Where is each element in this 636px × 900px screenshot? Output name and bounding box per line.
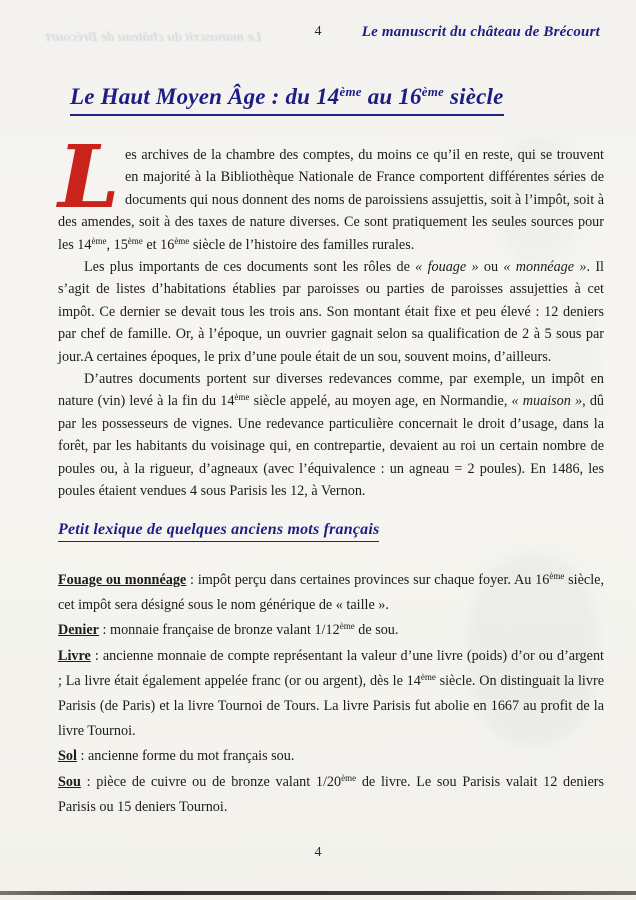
definition-text: monnaie française de bronze valant 1/12: [110, 622, 340, 639]
term-label: Sou: [58, 773, 81, 790]
heading-superscript: ème: [339, 84, 362, 99]
term-label: Livre: [58, 647, 91, 664]
paragraph-text: siècle appelé, au moyen age, en Normandie,: [249, 393, 512, 410]
term-label: Sol: [58, 748, 77, 765]
header-page-number: 4: [314, 24, 322, 39]
italic-term: « muaison »: [511, 393, 583, 410]
term-separator: :: [186, 572, 198, 588]
ordinal-superscript: ème: [174, 235, 190, 246]
bleed-through-text: Le manuscrit du château de Brécourt: [46, 30, 262, 45]
term-label: Denier: [58, 622, 99, 639]
lexicon-title: Petit lexique de quelques anciens mots français: [58, 521, 379, 542]
body-text: [58, 127, 605, 503]
footer-page-number: 4: [314, 845, 322, 860]
header-book-title: Le manuscrit du château de Brécourt: [361, 24, 600, 40]
paragraph-text: et 16: [142, 236, 175, 253]
paragraph-archives: [58, 127, 604, 256]
paragraph-text: D’autres documents portent sur diverses redevances comme, par exemple, un impôt en nature (vin) levé à la fin du 14: [58, 371, 604, 410]
heading-text: Le Haut Moyen Âge : du 14: [70, 84, 340, 109]
ordinal-superscript: ème: [341, 772, 357, 783]
paragraph-text: Les plus importants de ces documents sont les rôles de: [84, 259, 416, 276]
definition-fouage: [58, 568, 604, 618]
term-separator: :: [90, 647, 103, 664]
section-heading: [70, 84, 504, 116]
definition-sou: [58, 770, 604, 820]
dropcap-letter: L: [58, 127, 119, 228]
heading-superscript: ème: [421, 84, 445, 99]
heading-text: au 16: [361, 84, 422, 109]
paragraph-text: , dû par les possesseurs de vignes. Une redevance particulière concernait le droit d’usage, dans la forêt, par les habitants du voisinage qui, en contrepartie, devaient au roi un certain nombre de poules ou, à la rigueur, d’agneaux (avec l’équivalence : un agneau = 2 poules). En 1486, les poules étaient vendues 4 sous Parisis les 12, à Vernon.: [58, 393, 605, 500]
ordinal-superscript: ème: [420, 671, 436, 682]
definition-text: de livre. Le sou Parisis valait 12 deniers Parisis ou 15 deniers Tournoi.: [58, 773, 604, 815]
definition-text: ancienne forme du mot français sou.: [87, 748, 295, 765]
italic-term: « monnéage »: [503, 259, 587, 276]
ordinal-superscript: ème: [127, 235, 143, 246]
definition-livre: [58, 644, 604, 745]
paragraph-text: siècle de l’histoire des familles rurales.: [189, 236, 415, 253]
lexicon-list: [58, 568, 604, 820]
page-header: [0, 24, 636, 46]
paragraph-redevances: [58, 368, 604, 502]
ordinal-superscript: ème: [339, 621, 355, 632]
ordinal-superscript: ème: [234, 392, 250, 403]
term-separator: :: [98, 622, 111, 639]
scan-bottom-edge: [0, 891, 636, 895]
definition-text: siècle, cet impôt sera désigné sous le nom générique de « taille ».: [58, 572, 605, 614]
definition-text: de sou.: [354, 622, 399, 639]
term-separator: :: [80, 773, 97, 790]
ordinal-superscript: ème: [549, 571, 565, 581]
paragraph-text: , 15: [106, 236, 128, 253]
definition-denier: [58, 618, 604, 643]
paragraph-text: . Il s’agit de listes d’habitations établies par paroisses ou parties de paroisses assujetties à cet impôt. Ce dernier se devait tous les trois ans. Son montant était fixe et peu élevé : 12 deniers par chef de famille. Or, à l’époque, un ouvrier gagnait selon sa qualification de 2 à 5 sous par jour.A certaines époques, le prix d’une poule était de un sou, souvent moins, d’ailleurs.: [58, 259, 604, 365]
definition-text: ancienne monnaie de compte représentant la valeur d’une livre (poids) d’or ou d’argent ; La livre était également appelée franc (or ou argent), dès le 14: [58, 647, 604, 689]
definition-sol: [58, 744, 604, 769]
paragraph-fouage-roles: [58, 256, 604, 368]
paragraph-text: es archives de la chambre des comptes, du moins ce qu’il en reste, qui se trouvent en majorité à la Bibliothèque Nationale de France comportent différentes séries de documents qui nous donnent des noms de paroissiens assujettis, soit à l’impôt, soit à des amendes, soit à des taxes de nature diverses. Ce sont pratiquement les seules sources pour les 14: [58, 147, 604, 253]
definition-text: siècle. On distinguait la livre Parisis (de Paris) et la livre Tournoi de Tours. La livre Parisis fut abolie en 1667 au profit de la livre Tournoi.: [58, 672, 604, 740]
term-label: Fouage ou monnéage: [58, 572, 187, 588]
italic-term: « fouage »: [415, 259, 479, 276]
ordinal-superscript: ème: [91, 235, 107, 246]
paragraph-text: ou: [478, 259, 504, 276]
definition-text: pièce de cuivre ou de bronze valant 1/20: [96, 773, 342, 790]
term-separator: :: [76, 748, 88, 765]
definition-text: impôt perçu dans certaines provinces sur chaque foyer. Au 16: [197, 572, 550, 588]
heading-text: siècle: [444, 84, 504, 109]
